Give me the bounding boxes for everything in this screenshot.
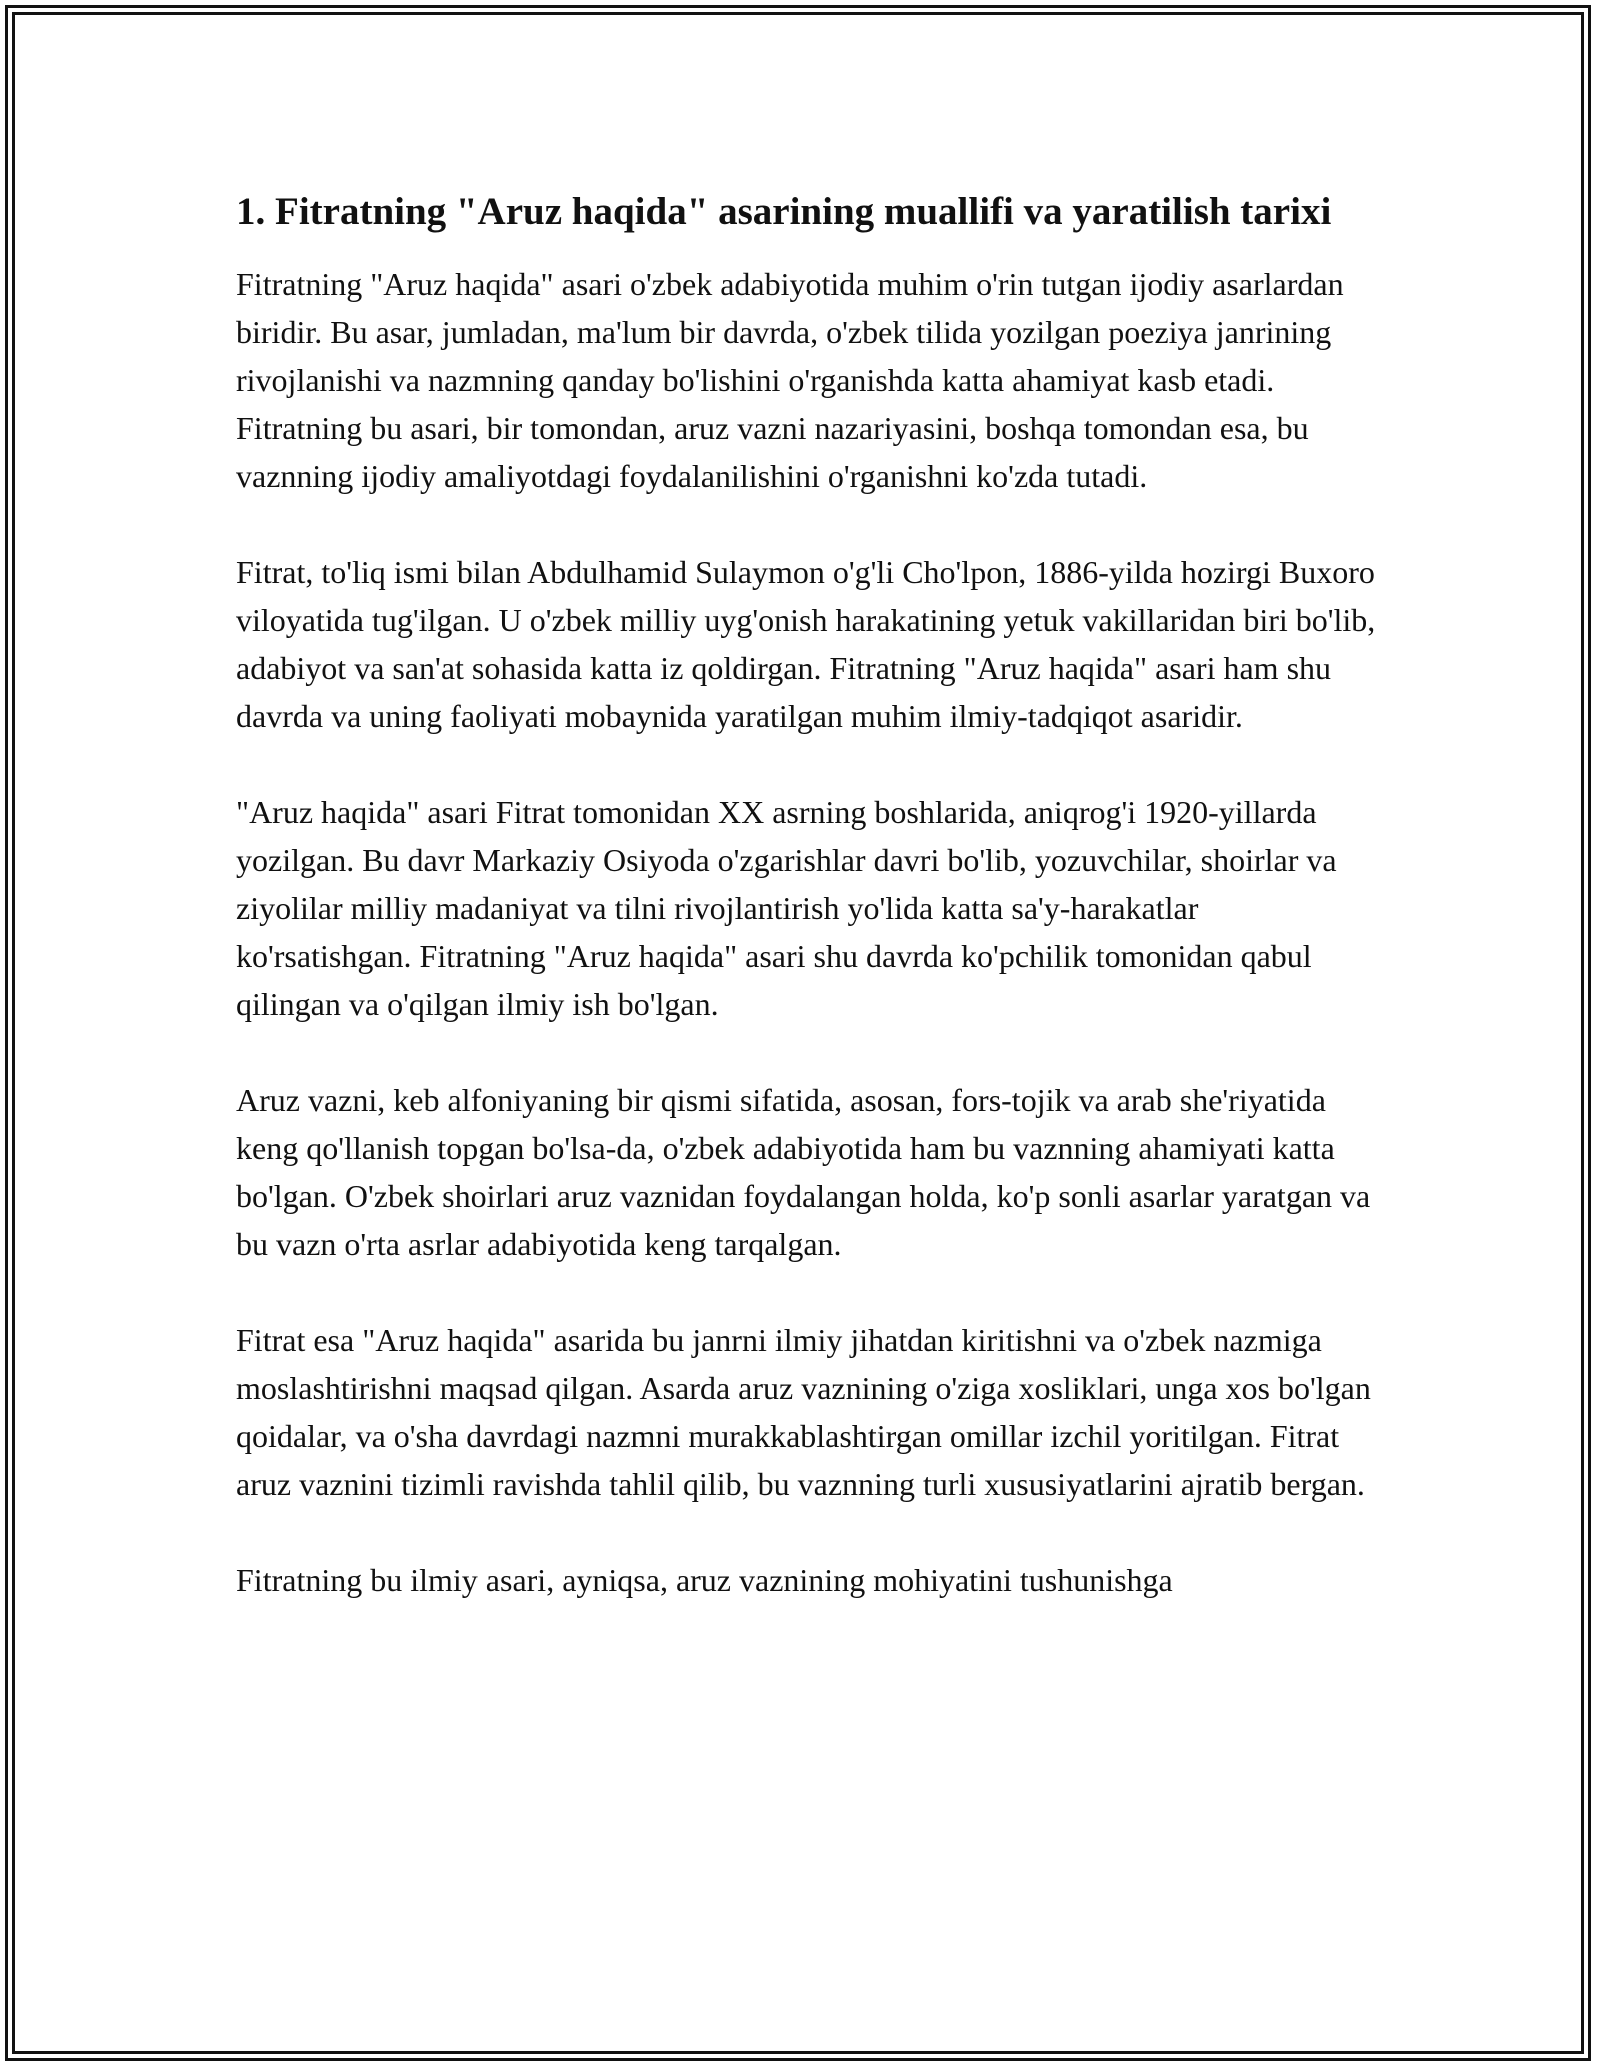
document-body bbox=[236, 184, 1376, 1604]
paragraph-fitrat-goal: Fitrat esa "Aruz haqida" asarida bu janrni ilmiy jihatdan kiritishni va o'zbek nazmiga moslashtirishni maqsad qilgan. Asarda aruz vaznining o'ziga xosliklari, unga xos bo'lgan qoidalar, va o'sha davrdagi nazmni murakkablashtirgan omillar izchil yoritilgan. Fitrat aruz vaznini tizimli ravishda tahlil qilib, bu vaznning turli xususiyatlarini ajratib bergan. bbox=[236, 1322, 1371, 1502]
paragraph-writing-period: "Aruz haqida" asari Fitrat tomonidan XX asrning boshlarida, aniqrog'i 1920-yillarda yozilgan. Bu davr Markaziy Osiyoda o'zgarishlar davri bo'lib, yozuvchilar, shoirlar va ziyolilar milliy madaniyat va tilni rivojlantirish yo'lida katta sa'y-harakatlar ko'rsatishgan. Fitratning "Aruz haqida" asari shu davrda ko'pchilik tomonidan qabul qilingan va o'qilgan ilmiy ish bo'lgan. bbox=[236, 794, 1337, 1022]
section-heading: 1. Fitratning "Aruz haqida" asarining muallifi va yaratilish tarixi bbox=[236, 190, 1332, 233]
paragraph-aruz-meter: Aruz vazni, keb alfoniyaning bir qismi sifatida, asosan, fors-tojik va arab she'riyatida keng qo'llanish topgan bo'lsa-da, o'zbek adabiyotida ham bu vaznning ahamiyati katta bo'lgan. O'zbek shoirlari aruz vaznidan foydalangan holda, ko'p sonli asarlar yaratgan va bu vazn o'rta asrlar adabiyotida keng tarqalgan. bbox=[236, 1082, 1371, 1262]
paragraph-significance: Fitratning bu ilmiy asari, ayniqsa, aruz vaznining mohiyatini tushunishga bbox=[236, 1562, 1173, 1598]
paragraph-intro: Fitratning "Aruz haqida" asari o'zbek adabiyotida muhim o'rin tutgan ijodiy asarlardan biridir. Bu asar, jumladan, ma'lum bir davrda, o'zbek tilida yozilgan poeziya janrining rivojlanishi va nazmning qanday bo'lishini o'rganishda katta ahamiyat kasb etadi. Fitratning bu asari, bir tomondan, aruz vazni nazariyasini, boshqa tomondan esa, bu vaznning ijodiy amaliyotdagi foydalanilishini o'rganishni ko'zda tutadi. bbox=[236, 266, 1344, 494]
paragraph-author-bio: Fitrat, to'liq ismi bilan Abdulhamid Sulaymon o'g'li Cho'lpon, 1886-yilda hozirgi Buxoro viloyatida tug'ilgan. U o'zbek milliy uyg'onish harakatining yetuk vakillaridan biri bo'lib, adabiyot va san'at sohasida katta iz qoldirgan. Fitratning "Aruz haqida" asari ham shu davrda va uning faoliyati mobaynida yaratilgan muhim ilmiy-tadqiqot asaridir. bbox=[236, 554, 1376, 734]
